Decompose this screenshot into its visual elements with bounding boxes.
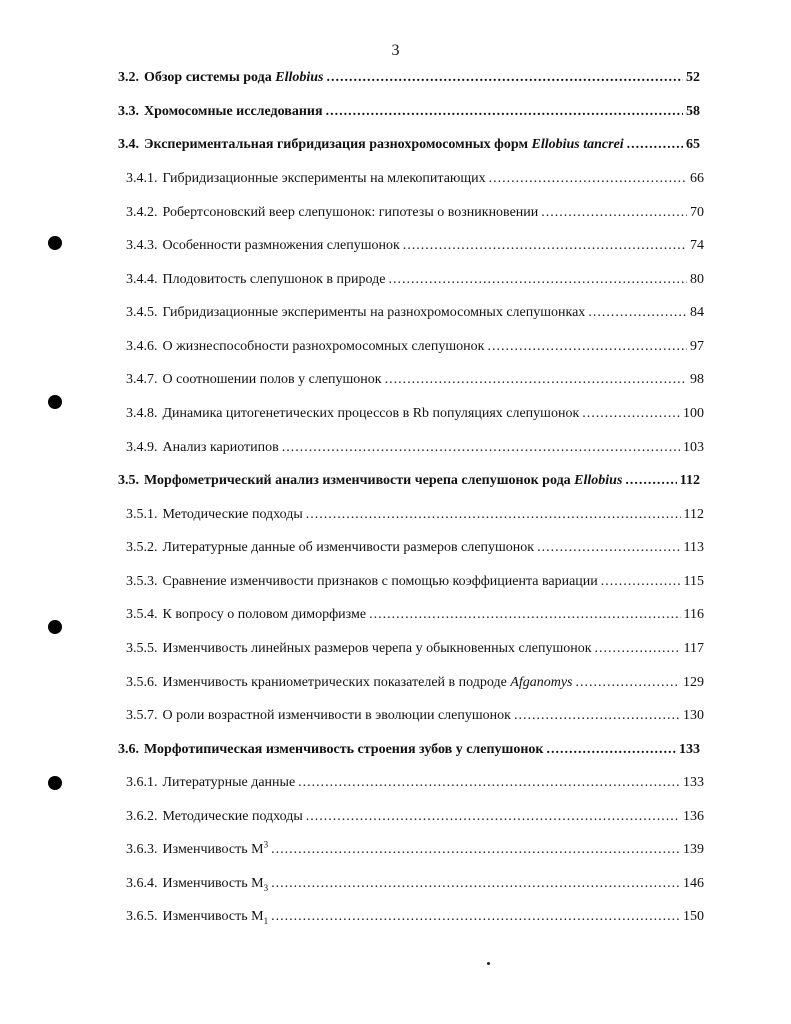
toc-entry-3-6[interactable]	[118, 741, 700, 759]
toc-entry-3-4-9[interactable]	[126, 439, 704, 457]
toc-entry-3-4[interactable]	[118, 136, 700, 154]
toc-entry-title: Плодовитость слепушонок в природе	[162, 272, 386, 287]
dot-leader	[489, 170, 687, 188]
toc-entry-page: 116	[683, 607, 704, 622]
toc-entry-number: 3.5.1.	[126, 507, 158, 522]
toc-entry-3-6-3[interactable]	[126, 841, 704, 859]
toc-entry-3-4-1[interactable]	[126, 170, 704, 188]
toc-entry-title: О соотношении полов у слепушонок	[162, 372, 382, 387]
toc-entry-page: 112	[683, 507, 704, 522]
dot-leader	[271, 875, 680, 893]
dot-leader	[625, 472, 676, 490]
toc-entry-page: 80	[690, 272, 704, 287]
dot-leader	[403, 237, 687, 255]
toc-entry-3-5-3[interactable]	[126, 573, 704, 591]
dot-leader	[271, 841, 680, 859]
dot-leader	[388, 271, 687, 289]
toc-entry-title-italic: Ellobius	[275, 70, 324, 85]
toc-entry-title-text: Морфометрический анализ изменчивости черепа слепушонок рода	[144, 473, 575, 488]
toc-entry-page: 129	[683, 675, 704, 690]
toc-entry-page: 113	[683, 540, 704, 555]
toc-entry-title: К вопросу о половом диморфизме	[162, 607, 367, 622]
toc-entry-number: 3.5.5.	[126, 641, 158, 656]
toc-entry-number: 3.4.7.	[126, 372, 158, 387]
toc-entry-number: 3.6.5.	[126, 909, 158, 924]
toc-entry-3-4-8[interactable]	[126, 405, 704, 423]
toc-entry-3-5-6[interactable]	[126, 674, 704, 692]
toc-entry-title: Сравнение изменчивости признаков с помощью коэффициента вариации	[162, 574, 598, 589]
binder-hole-mark	[48, 620, 62, 634]
toc-entry-title	[163, 875, 269, 893]
tooth-index-superscript: 3	[263, 839, 269, 850]
toc-entry-3-4-5[interactable]	[126, 304, 704, 322]
toc-entry-title: О жизнеспособности разнохромосомных слепушонок	[162, 339, 485, 354]
binder-hole-mark	[48, 395, 62, 409]
binder-hole-mark	[48, 776, 62, 790]
toc-entry-number: 3.4.	[118, 137, 139, 152]
toc-entry-number: 3.6.2.	[126, 809, 158, 824]
toc-entry-title	[163, 674, 573, 692]
dot-leader	[582, 405, 680, 423]
dot-leader	[595, 640, 681, 658]
toc-entry-page: 66	[690, 171, 704, 186]
toc-entry-page: 74	[690, 238, 704, 253]
toc-entry-number: 3.4.4.	[126, 272, 158, 287]
toc-entry-3-5-2[interactable]	[126, 539, 704, 557]
toc-entry-number: 3.4.6.	[126, 339, 158, 354]
toc-entry-page: 130	[683, 708, 704, 723]
toc-entry-number: 3.5.7.	[126, 708, 158, 723]
toc-entry-title-text: Экспериментальная гибридизация разнохромосомных форм	[144, 137, 532, 152]
toc-entry-3-6-1[interactable]	[126, 774, 704, 792]
toc-entry-number: 3.3.	[118, 104, 139, 119]
tooth-index-subscript: 3	[263, 882, 269, 893]
toc-entry-number: 3.4.2.	[126, 205, 158, 220]
toc-entry-title-text: Обзор системы рода	[144, 70, 276, 85]
toc-entry-number: 3.5.4.	[126, 607, 158, 622]
toc-entry-title-text: Изменчивость M	[162, 842, 264, 857]
toc-entry-page: 100	[683, 406, 704, 421]
toc-entry-page: 98	[690, 372, 704, 387]
tooth-index-subscript: 1	[263, 915, 269, 926]
toc-entry-title: Анализ кариотипов	[162, 440, 279, 455]
toc-entry-number: 3.4.5.	[126, 305, 158, 320]
dot-leader	[541, 204, 687, 222]
toc-entry-3-4-6[interactable]	[126, 338, 704, 356]
toc-entry-title	[163, 908, 269, 926]
toc-entry-3-5-7[interactable]	[126, 707, 704, 725]
toc-entry-3-4-2[interactable]	[126, 204, 704, 222]
toc-entry-3-2[interactable]	[118, 69, 700, 87]
dot-leader	[627, 136, 683, 154]
toc-entry-3-4-4[interactable]	[126, 271, 704, 289]
toc-entry-page: 133	[679, 742, 700, 757]
dot-leader	[369, 606, 680, 624]
toc-entry-3-6-5[interactable]	[126, 908, 704, 926]
toc-entry-title	[144, 136, 624, 154]
dot-leader	[514, 707, 680, 725]
toc-entry-number: 3.5.	[118, 473, 139, 488]
toc-entry-page: 150	[683, 909, 704, 924]
toc-entry-page: 70	[690, 205, 704, 220]
toc-entry-page: 139	[683, 842, 704, 857]
toc-entry-number: 3.6.3.	[126, 842, 158, 857]
toc-entry-title: Особенности размножения слепушонок	[162, 238, 400, 253]
toc-entry-page: 146	[683, 876, 704, 891]
dot-leader	[327, 69, 684, 87]
toc-entry-number: 3.4.3.	[126, 238, 158, 253]
scan-speck	[487, 962, 490, 965]
toc-entry-page: 103	[683, 440, 704, 455]
dot-leader	[487, 338, 687, 356]
toc-entry-3-5-4[interactable]	[126, 606, 704, 624]
toc-entry-page: 133	[683, 775, 704, 790]
page-number: 3	[391, 42, 400, 59]
toc-entry-title	[163, 841, 269, 859]
dot-leader	[326, 103, 683, 121]
toc-entry-number: 3.2.	[118, 70, 139, 85]
toc-entry-number: 3.4.9.	[126, 440, 158, 455]
dot-leader	[282, 439, 680, 457]
toc-entry-title: Морфотипическая изменчивость строения зубов у слепушонок	[144, 742, 544, 757]
toc-entry-title-text: Изменчивость M	[162, 876, 264, 891]
toc-entry-title: Литературные данные	[162, 775, 296, 790]
toc-entry-title: Гибридизационные эксперименты на млекопитающих	[162, 171, 486, 186]
toc-entry-3-5-1[interactable]	[126, 506, 704, 524]
toc-entry-page: 58	[686, 104, 700, 119]
toc-entry-number: 3.5.2.	[126, 540, 158, 555]
toc-entry-title: Гибридизационные эксперименты на разнохромосомных слепушонках	[162, 305, 586, 320]
toc-entry-title-text: Изменчивость краниометрических показателей в подроде	[162, 675, 511, 690]
toc-entry-page: 117	[683, 641, 704, 656]
toc-entry-title: Методические подходы	[162, 507, 303, 522]
toc-entry-page: 115	[683, 574, 704, 589]
toc-entry-page: 112	[679, 473, 700, 488]
toc-entry-3-6-2[interactable]	[126, 808, 704, 826]
dot-leader	[537, 539, 680, 557]
toc-entry-number: 3.5.6.	[126, 675, 158, 690]
toc-entry-number: 3.5.3.	[126, 574, 158, 589]
toc-entry-title: Изменчивость линейных размеров черепа у обыкновенных слепушонок	[162, 641, 592, 656]
toc-entry-page: 136	[683, 809, 704, 824]
toc-entry-page: 84	[690, 305, 704, 320]
dot-leader	[576, 674, 681, 692]
dot-leader	[547, 741, 677, 759]
dot-leader	[298, 774, 680, 792]
toc-entry-3-5[interactable]	[118, 472, 700, 490]
toc-entry-title-italic: Ellobius	[574, 473, 623, 488]
dot-leader	[588, 304, 687, 322]
toc-entry-number: 3.4.8.	[126, 406, 158, 421]
toc-entry-page: 65	[686, 137, 700, 152]
dot-leader	[306, 808, 680, 826]
toc-entry-title: Хромосомные исследования	[144, 104, 323, 119]
toc-entry-number: 3.4.1.	[126, 171, 158, 186]
toc-entry-number: 3.6.4.	[126, 876, 158, 891]
toc-entry-number: 3.6.	[118, 742, 139, 757]
toc-entry-title	[144, 69, 324, 87]
toc-entry-title-italic: Afganomys	[510, 675, 573, 690]
toc-entry-3-5-5[interactable]	[126, 640, 704, 658]
dot-leader	[306, 506, 681, 524]
toc-entry-3-4-7[interactable]	[126, 371, 704, 389]
dot-leader	[601, 573, 681, 591]
toc-entry-title-text: Изменчивость M	[162, 909, 264, 924]
dot-leader	[271, 908, 680, 926]
toc-entry-title	[144, 472, 622, 490]
toc-entry-title: О роли возрастной изменчивости в эволюции слепушонок	[162, 708, 511, 723]
toc-entry-page: 52	[686, 70, 700, 85]
toc-entry-title: Литературные данные об изменчивости размеров слепушонок	[162, 540, 535, 555]
toc-entry-title-italic: Ellobius tancrei	[531, 137, 624, 152]
toc-entry-title: Методические подходы	[162, 809, 303, 824]
toc-entry-3-4-3[interactable]	[126, 237, 704, 255]
toc-entry-number: 3.6.1.	[126, 775, 158, 790]
toc-entry-page: 97	[690, 339, 704, 354]
toc-entry-3-6-4[interactable]	[126, 875, 704, 893]
dot-leader	[385, 371, 687, 389]
toc-entry-title: Робертсоновский веер слепушонок: гипотезы о возникновении	[162, 205, 539, 220]
toc-entry-3-3[interactable]	[118, 103, 700, 121]
binder-hole-mark	[48, 236, 62, 250]
toc-entry-title: Динамика цитогенетических процессов в Rb популяциях слепушонок	[162, 406, 580, 421]
